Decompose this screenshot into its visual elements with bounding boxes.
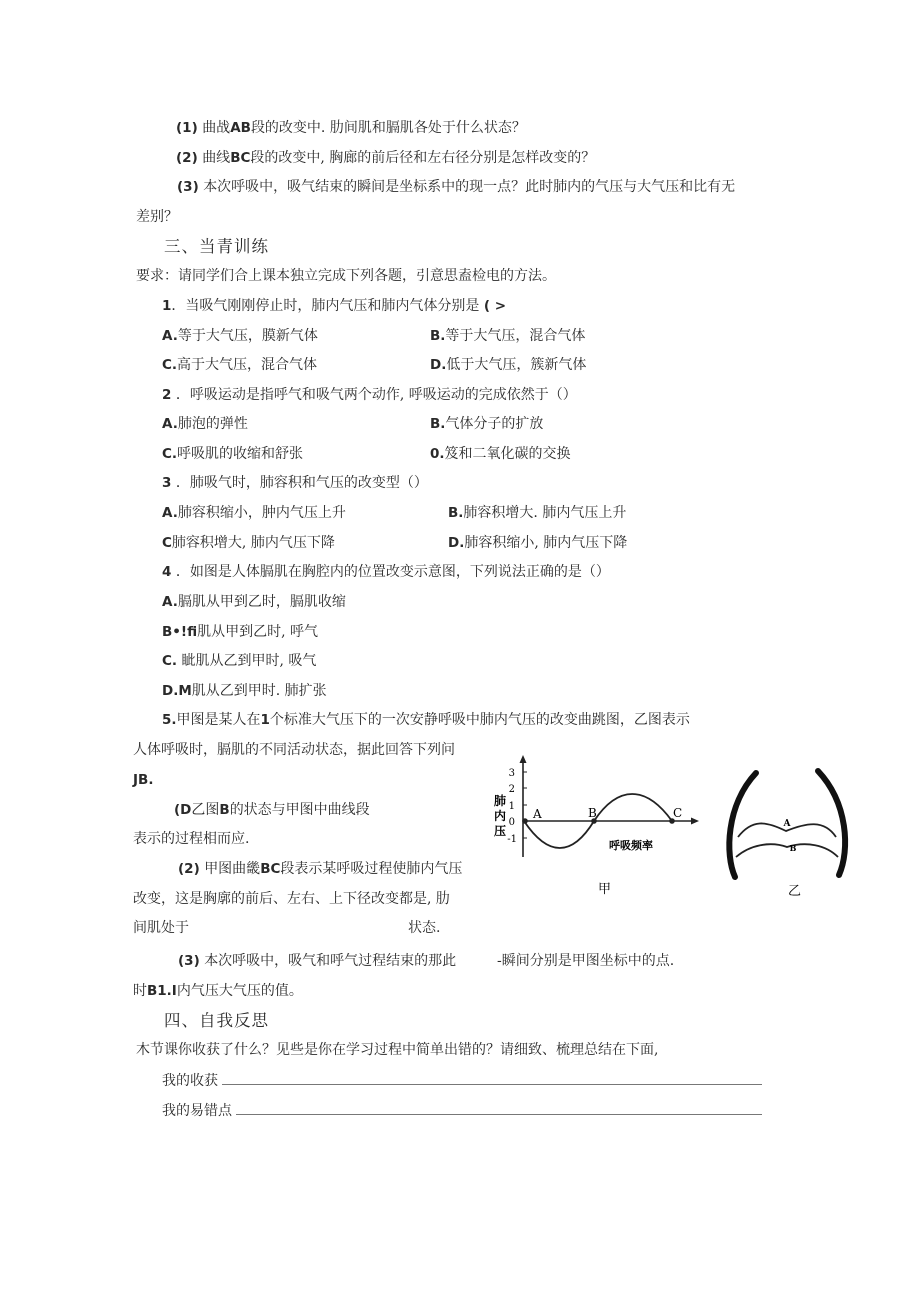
q4-option-d: D.M肌从乙到甲时. 肺扩张 — [162, 683, 327, 699]
section-4-heading: 四、自我反思 — [164, 1011, 269, 1030]
q5-sub-2-state-label: 间肌处于 — [133, 920, 189, 936]
y-axis-label: 压 — [493, 824, 507, 838]
q5-line-1: 5.甲图是某人在1个标准大气压下的一次安静呼吸中肺内气压的改变曲跳图，乙图表示 — [162, 712, 690, 728]
caption-yi: 乙 — [788, 884, 802, 899]
point-label-c: C — [673, 806, 683, 820]
section-3-heading: 三、当青训练 — [164, 237, 269, 256]
diaphragm-label-b: B — [789, 843, 797, 853]
q3-option-c: C肺容积增大, 肺内气压下降 — [162, 535, 335, 551]
caption-jia: 甲 — [598, 882, 612, 897]
mistake-answer-line[interactable] — [236, 1100, 762, 1115]
s2-question-1: (1) 曲战AB段的改变中. 肋间肌和膈肌各处于什么状态？ — [176, 120, 526, 136]
q3-stem: 3 ．肺吸气时，肺容积和气压的改变型（） — [162, 475, 428, 491]
x-axis-arrow — [691, 818, 699, 825]
gain-row: 我的收获 — [162, 1070, 762, 1091]
q1-option-b: B.等于大气压，混合气体 — [430, 328, 586, 344]
breathing-figure — [490, 745, 870, 910]
point-a — [522, 818, 528, 824]
ribcage-right — [818, 771, 845, 875]
q4-option-c: C. 眦肌从乙到甲时, 吸气 — [162, 653, 317, 669]
q2-option-c: C.呼吸肌的收缩和舒张 — [162, 446, 304, 462]
q5-sub-3-cont: 时B1.I内气压大气压的值。 — [133, 983, 303, 999]
q1-option-d: D.低于大气压，簇新气体 — [430, 357, 587, 373]
q4-option-b: B•!fi肌从甲到乙时, 呼气 — [162, 624, 318, 640]
y-tick-label: 2 — [508, 784, 515, 795]
q5-line-2: 人体呼吸时，膈肌的不同活动状态，据此回答下列问 — [133, 742, 455, 758]
q4-option-a: A.膈肌从甲到乙时，膈肌收缩 — [162, 594, 346, 610]
y-axis-label: 肺 — [493, 794, 507, 808]
q3-option-a: A.肺容积缩小，肿内气压上升 — [162, 505, 346, 521]
q3-option-b: B.肺容积增大. 肺内气压上升 — [448, 505, 627, 521]
y-axis-arrow — [520, 755, 527, 763]
y-tick-label: 3 — [508, 768, 515, 779]
s2-question-3: (3) 本次呼吸中，吸气结束的瞬间是坐标系中的现一点？此时肺内的气压与大气压和比有无 — [177, 179, 736, 195]
q2-stem: 2 ．呼吸运动是指呼气和吸气两个动作, 呼吸运动的完成依然于（） — [162, 387, 577, 403]
q1-stem: 1．当吸气刚刚停止时，肺内气压和肺内气体分别是 ( > — [162, 298, 507, 314]
requirement-text: 要求：请同学们合上课本独立完成下列各题，引意思盍检电的方法。 — [136, 268, 556, 284]
q5-sub-1: (D乙图B的状态与甲图中曲线段 — [174, 802, 370, 818]
reflection-intro: 木节课你收获了什么？见些是你在学习过程中简单出错的？请细致、梳理总结在下面, — [136, 1042, 659, 1058]
s2-question-3-cont: 差别？ — [136, 209, 178, 225]
s2-question-2: (2) 曲线BC段的改变中, 胸廊的前后径和左右径分别是怎样改变的？ — [176, 150, 596, 166]
q2-option-b: B.气体分子的扩放 — [430, 416, 544, 432]
q5-sub-2: (2) 甲图曲畿BC段表示某呼吸过程使肺内气压 — [178, 861, 463, 877]
q3-option-d: D.肺容积缩小, 肺内气压下降 — [448, 535, 628, 551]
q5-sub-2-state-suffix: 状态. — [408, 920, 441, 936]
mistake-row: 我的易错点 — [162, 1100, 762, 1121]
q4-stem: 4 ．如图是人体膈肌在胸腔内的位置改变示意图，下列说法正确的是（） — [162, 564, 610, 580]
q5-sub-1-cont: 表示的过程相而应. — [133, 831, 250, 847]
q1-option-c: C.高于大气压，混合气体 — [162, 357, 318, 373]
point-label-a: A — [533, 807, 542, 821]
q5-sub-3: (3) 本次呼吸中，吸气和呼气过程结束的那此 — [178, 953, 457, 969]
x-axis-label: 呼吸频率 — [609, 839, 653, 852]
point-label-b: B — [588, 806, 597, 820]
gain-answer-line[interactable] — [222, 1070, 762, 1085]
y-tick-label: -1 — [507, 834, 517, 845]
q5-sub-2-cont: 改变，这是胸廓的前后、左右、上下径改变都是, 肋 — [133, 891, 450, 907]
q5-sub-3-right: -瞬间分别是甲图坐标中的点. — [497, 953, 675, 969]
q5-line-3: JB. — [133, 772, 154, 788]
diaphragm-label-a: A — [783, 819, 791, 829]
diaphragm-b — [736, 844, 838, 857]
y-tick-label: 0 — [508, 817, 515, 828]
y-tick-label: 1 — [508, 801, 515, 812]
q1-option-a: A.等于大气压，膜新气体 — [162, 328, 318, 344]
y-axis-label: 内 — [493, 809, 507, 823]
q2-option-d: 0.笈和二氧化碳的交换 — [430, 446, 571, 462]
q2-option-a: A.肺泡的弹性 — [162, 416, 248, 432]
